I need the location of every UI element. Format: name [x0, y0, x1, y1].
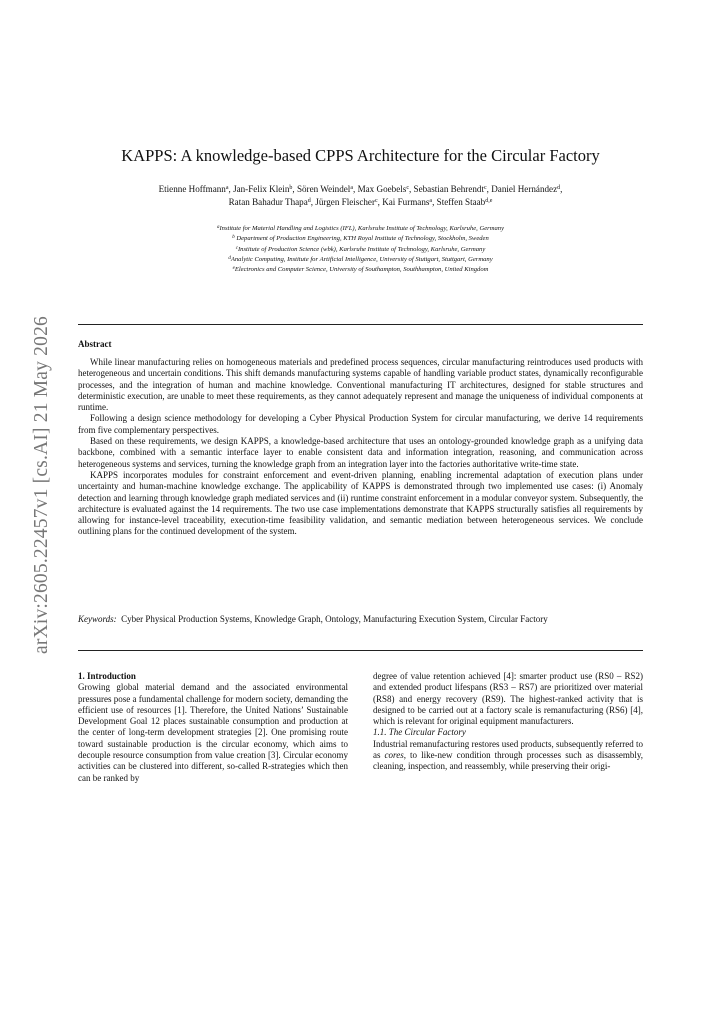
affiliation-text: Institute for Material Handling and Logistics (IFL), Karlsruhe Institute of Technology, Karlsruhe, Germany [219, 225, 505, 232]
intro-paragraph-left: Growing global material demand and the associated environmental pressures pose a fundamental challenge for modern society, demanding the efficient use of resources [1]. Therefore, the United Nations’ Sustainable Development Goal 12 places sustainable consumption and production at the center of long-term development strategies [2]. One promising route toward sustainable production is the circular economy, which aims to decouple resource consumption from value creation [3]. Circular economy activities can be clustered into different, so-called R-strategies which then can be ranked by [78, 682, 348, 783]
author-affiliation-mark: a [225, 185, 229, 191]
author-affiliation-mark: d,e [485, 198, 493, 204]
author-name: Ratan Bahadur Thapa [228, 197, 308, 207]
author [382, 197, 432, 207]
abstract-paragraph: Following a design science methodology for developing a Cyber Physical Production System for circular manufacturing, we derive 14 requirements from five complementary perspectives. [78, 413, 643, 435]
right-column [373, 671, 643, 773]
author-affiliation-mark: d [307, 198, 311, 204]
author [233, 184, 292, 194]
arxiv-identifier: arXiv:2605.22457v1 [cs.AI] 21 May 2026 [31, 316, 52, 654]
arxiv-sidebar-stamp [22, 295, 62, 675]
author-affiliation-mark: a [429, 198, 433, 204]
author-affiliation-mark: a [350, 185, 354, 191]
author-list [78, 183, 643, 209]
affiliation-mark: b [232, 235, 235, 241]
section-heading: 1. Introduction [78, 671, 136, 681]
circular-factory-paragraph [373, 739, 643, 773]
left-column [78, 671, 348, 784]
author-name: Steffen Staab [436, 197, 486, 207]
affiliation-mark: d [228, 255, 231, 261]
author-name: Etienne Hoffmann [158, 184, 226, 194]
author-name: Jan-Felix Klein [233, 184, 290, 194]
abstract-heading: Abstract [78, 339, 112, 349]
author-affiliation-mark: c [484, 185, 487, 191]
affiliation-text: Analytic Computing, Institute for Artificial Intelligence, University of Stuttgart, Stuttgart, Germany [230, 255, 493, 263]
subsection-heading: 1.1. The Circular Factory [373, 727, 466, 738]
author-name: Jürgen Fleischer [315, 197, 375, 207]
affiliation-text: Institute of Production Science (wbk), Karlsruhe Institute of Technology, Karlsruhe, Germany [237, 245, 486, 253]
intro-paragraph-right: degree of value retention achieved [4]: smarter product use (RS0 – RS2) and extended product lifespans (RS3 – RS7) are prioritized over material (RS8) and energy recovery (RS9). The highest-ranked activity that is designed to be carried out at a factory scale is remanufacturing (RS6) [4], which is relevant for original equipment manufacturers. [373, 671, 643, 727]
author-name: Max Goebels [357, 184, 407, 194]
affiliation-list [78, 224, 643, 275]
emphasis-cores: cores [384, 750, 404, 761]
abstract-paragraph: Based on these requirements, we design KAPPS, a knowledge-based architecture that uses an ontology-grounded knowledge graph as a unifying data backbone, combined with a semantic interface layer to enable consistent data and information integration, reasoning, and communication across heterogeneous systems and services, turning the knowledge graph from an integration layer into the factories authoritative write-time state. [78, 436, 643, 469]
abstract-body [78, 357, 643, 538]
author-line-2: Ratan Bahadur Thapa$^d$, Jürgen Fleischer$^c$, Kai Furmans$^a$, Steffen Staab$^{d,e}$ [228, 197, 493, 207]
author-affiliation-mark: c [406, 185, 409, 191]
affiliation [78, 245, 643, 255]
author-name: Daniel Hernández [491, 184, 558, 194]
author [491, 184, 560, 194]
affiliation [78, 224, 643, 234]
author [414, 184, 487, 194]
affiliation-text: Electronics and Computer Science, University of Southampton, Southhampton, United Kingdom [234, 266, 489, 274]
abstract-paragraph: KAPPS incorporates modules for constraint enforcement and event-driven planning, enabling incremental adaptation of execution plans under uncertainty and human-machine knowledge exchange. The applicability of KAPPS is demonstrated through two implemented use cases: (i) Anomaly detection and learning through knowledge graph mediated services and (ii) runtime constraint enforcement in a modular conveyor system. Subsequently, the architecture is evaluated against the 14 requirements. The two use case implementations demonstrate that KAPPS structurally satisfies all requirements by allowing for instance-level traceability, execution-time feasibility validation, and semantic mediation between heterogeneous services. We conclude outlining plans for the continued development of the system. [78, 469, 643, 537]
author-name: Sebastian Behrendt [413, 184, 484, 194]
author-affiliation-mark: b [289, 185, 293, 191]
author [229, 197, 311, 207]
affiliation-text: Department of Production Engineering, KTH Royal Institute of Technology, Stockholm, Sweden [234, 235, 489, 243]
paper-title: KAPPS: A knowledge-based CPPS Architecture for the Circular Factory [121, 146, 600, 165]
circular-text-start: Industrial remanufacturing restores used products, subsequently referred to as [373, 738, 643, 761]
author-name: Sören Weindel [296, 184, 351, 194]
keywords-label: Keywords: [78, 614, 117, 624]
affiliation-mark: e [232, 266, 235, 272]
keywords [78, 614, 643, 625]
affiliation [78, 255, 643, 265]
author [358, 184, 409, 194]
author [437, 197, 493, 207]
affiliation-mark: c [235, 245, 238, 251]
author-affiliation-mark: c [374, 198, 378, 204]
abstract-bottom-rule [78, 650, 643, 651]
author [159, 184, 229, 194]
circular-text-end: , to like-new condition through processes such as disassembly, cleaning, inspection, and reassembly, while preserving their origi- [373, 750, 643, 772]
affiliation-mark: a [216, 225, 220, 230]
abstract-top-rule [78, 324, 643, 325]
author [297, 184, 353, 194]
affiliation [78, 234, 643, 244]
author-affiliation-mark: d [557, 185, 561, 191]
author-name: Kai Furmans [382, 197, 430, 207]
author [315, 197, 377, 207]
abstract-paragraph: While linear manufacturing relies on homogeneous materials and predefined process sequences, circular manufacturing reintroduces used products with heterogeneous and uncertain conditions. This shift demands manufacturing systems capable of handling variable product states, dynamically reconfigurable processes, and the integration of human and machine knowledge. Conventional manufacturing IT architectures, designed for stable structures and deterministic execution, are unable to meet these requirements, as they cannot adequately represent and manage the uniqueness of individual components at runtime. [78, 357, 643, 413]
affiliation [78, 265, 643, 275]
author-line-1: Etienne Hoffmann$^a$, Jan-Felix Klein$^b$, Sören Weindel$^a$, Max Goebels$^c$, Sebastian Behrendt$^c$, Daniel Hernández$^d$, [158, 184, 563, 194]
keywords-text: Cyber Physical Production Systems, Knowledge Graph, Ontology, Manufacturing Execution System, Circular Factory [121, 614, 548, 624]
